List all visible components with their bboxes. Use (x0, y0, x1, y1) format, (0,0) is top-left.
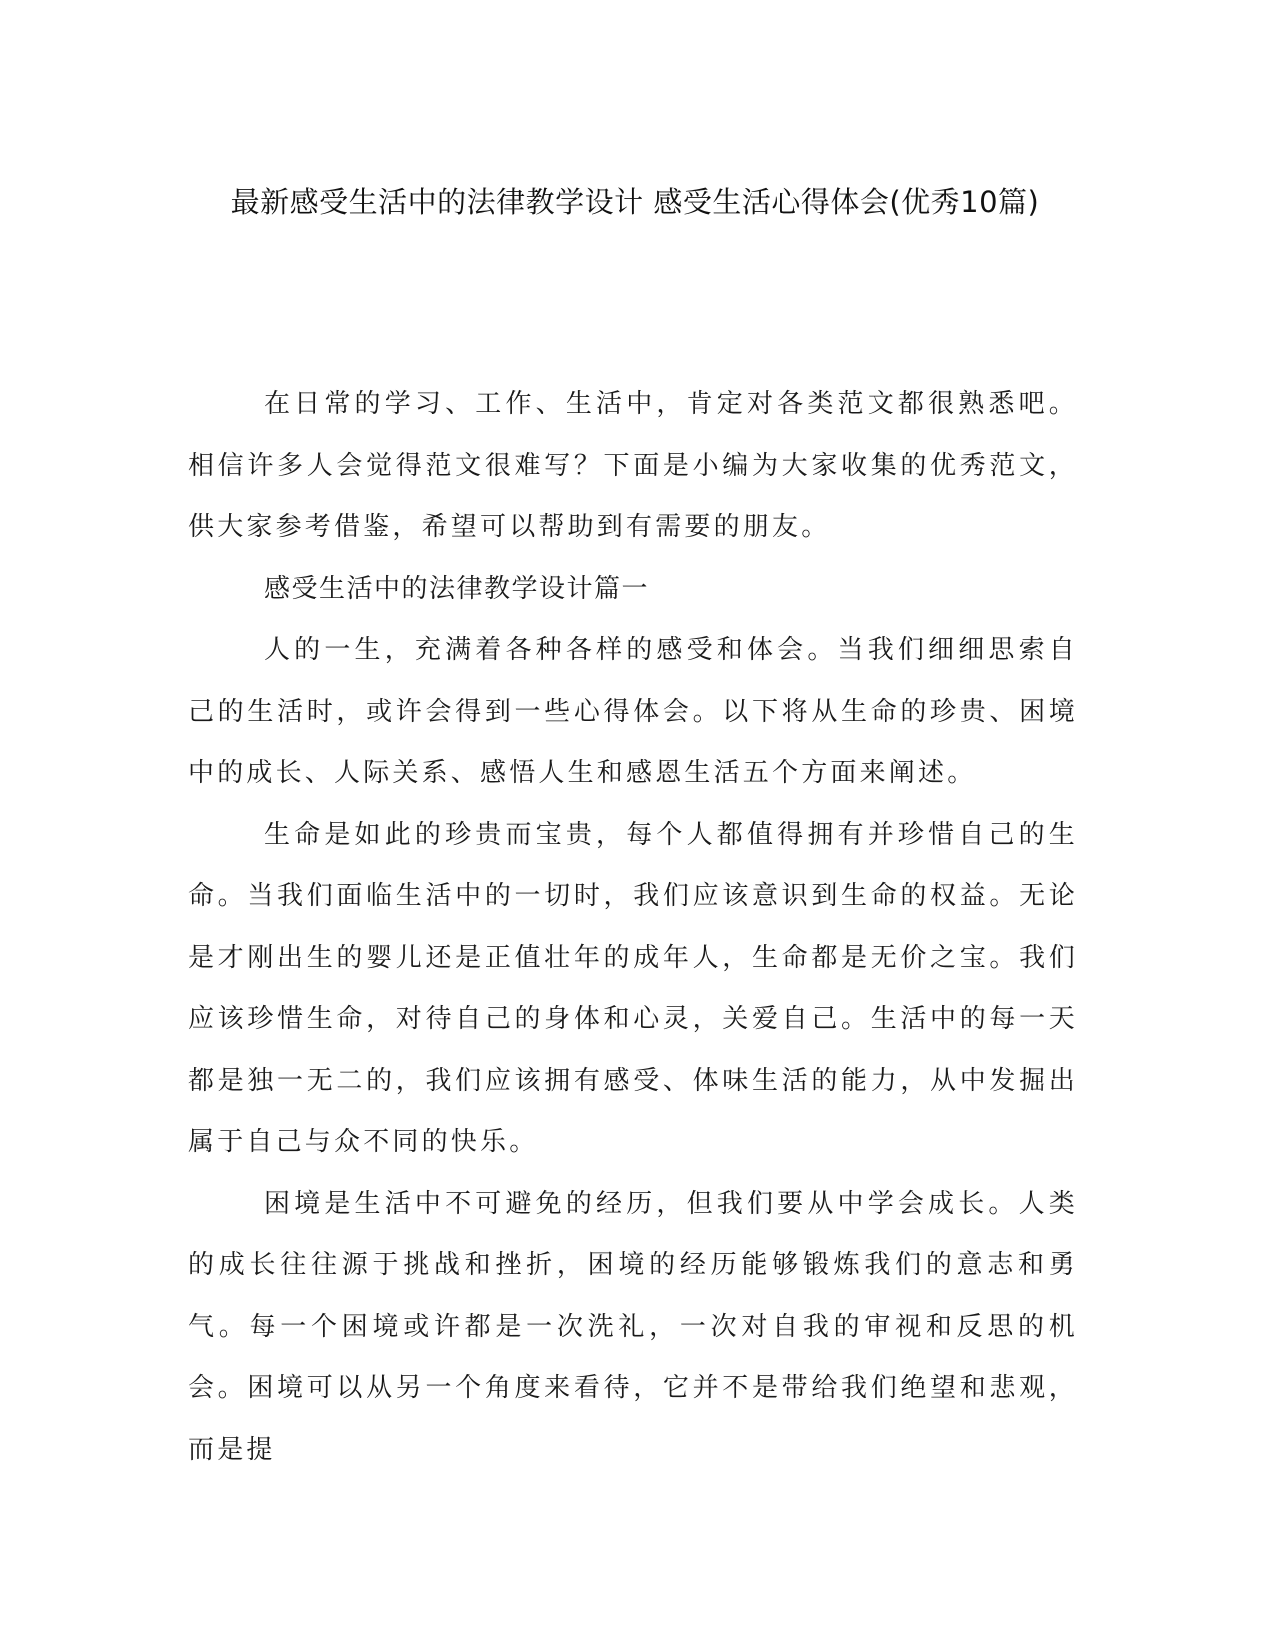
body-paragraph: 生命是如此的珍贵而宝贵，每个人都值得拥有并珍惜自己的生命。当我们面临生活中的一切时，我们应该意识到生命的权益。无论是才刚出生的婴儿还是正值壮年的成年人，生命都是无价之宝。我们应该珍惜生命，对待自己的身体和心灵，关爱自己。生活中的每一天都是独一无二的，我们应该拥有感受、体味生活的能力，从中发掘出属于自己与众不同的快乐。 (188, 819, 1078, 1157)
body-paragraph: 困境是生活中不可避免的经历，但我们要从中学会成长。人类的成长往往源于挑战和挫折，困境的经历能够锻炼我们的意志和勇气。每一个困境或许都是一次洗礼，一次对自我的审视和反思的机会。困境可以从另一个角度来看待，它并不是带给我们绝望和悲观，而是提 (188, 1188, 1078, 1465)
document-title: 最新感受生活中的法律教学设计 感受生活心得体会(优秀10篇) (230, 185, 1040, 219)
section-heading: 感受生活中的法律教学设计篇一 (264, 573, 650, 604)
body-paragraph: 人的一生，充满着各种各样的感受和体会。当我们细细思索自己的生活时，或许会得到一些心得体会。以下将从生命的珍贵、困境中的成长、人际关系、感悟人生和感恩生活五个方面来阐述。 (188, 635, 1078, 788)
intro-paragraph: 在日常的学习、工作、生活中，肯定对各类范文都很熟悉吧。相信许多人会觉得范文很难写？下面是小编为大家收集的优秀范文，供大家参考借鉴，希望可以帮助到有需要的朋友。 (188, 389, 1078, 542)
document-body (188, 374, 1078, 1481)
